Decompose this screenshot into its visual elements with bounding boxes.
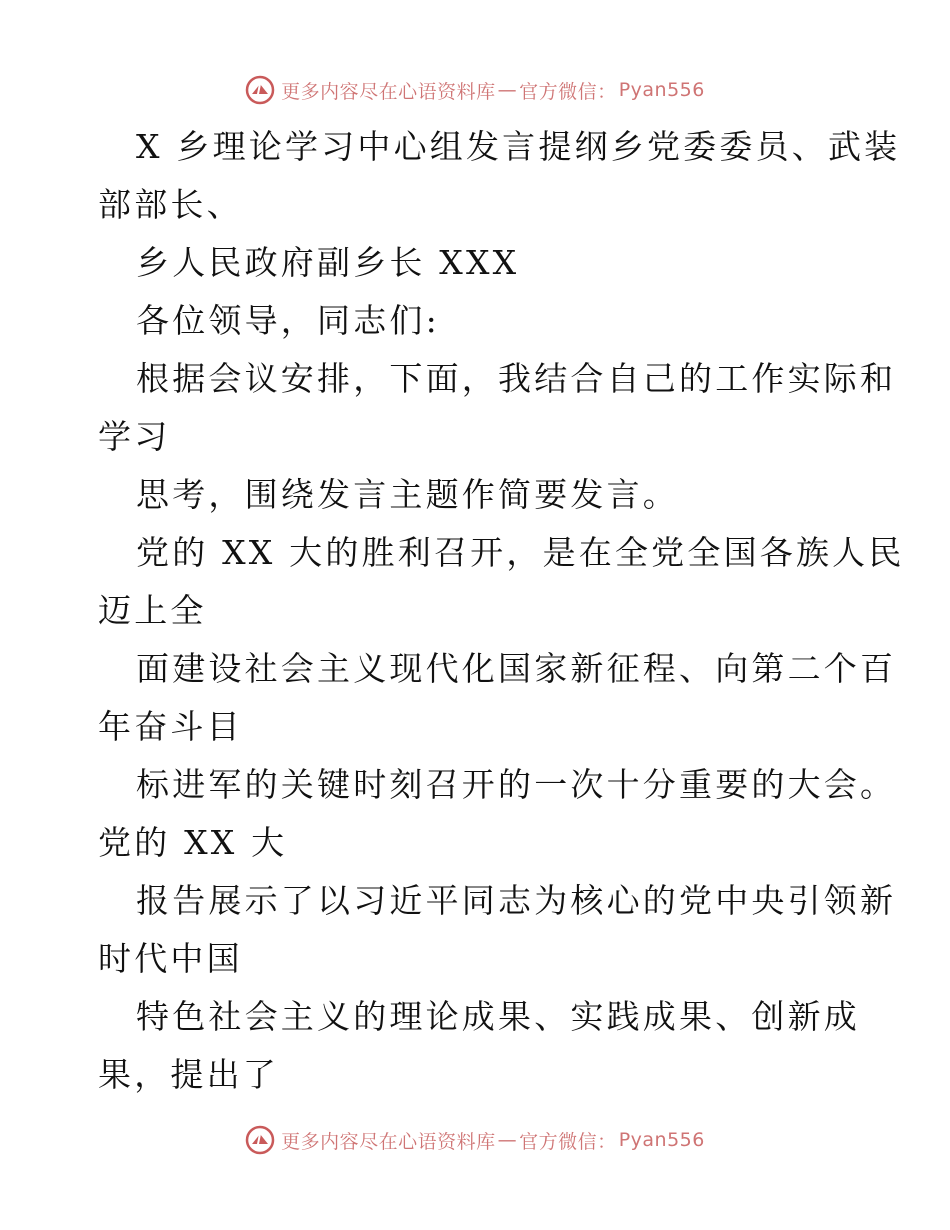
watermark-main-text: 更多内容尽在心语资料库: [281, 80, 496, 103]
watermark-dash: —: [497, 1129, 518, 1151]
text-line: 部部长、: [98, 185, 243, 224]
watermark-wechat-id: Pyan556: [618, 1129, 705, 1151]
text-line: 迈上全: [98, 591, 207, 630]
text-line: 特色社会主义的理论成果、实践成果、创新成: [136, 997, 860, 1036]
text-line: 果，提出了: [98, 1055, 279, 1094]
text-line: 思考，围绕发言主题作简要发言。: [136, 475, 679, 514]
footer-watermark: [0, 1120, 950, 1160]
text-line: 时代中国: [98, 939, 243, 978]
document-body: [98, 118, 905, 1104]
text-line: 党的 XX 大的胜利召开，是在全党全国各族人民: [136, 533, 905, 572]
watermark-wechat-id: Pyan556: [618, 79, 705, 101]
watermark-wechat-label: 官方微信：: [519, 1130, 617, 1153]
text-line: 党的 XX 大: [98, 823, 288, 862]
book-pen-logo-icon: [245, 75, 275, 105]
watermark-main-text: 更多内容尽在心语资料库: [281, 1130, 496, 1153]
watermark-wechat-label: 官方微信：: [519, 80, 617, 103]
text-line: 报告展示了以习近平同志为核心的党中央引领新: [136, 881, 897, 920]
text-line: 学习: [98, 417, 171, 456]
watermark-dash: —: [497, 79, 518, 101]
book-pen-logo-icon: [245, 1125, 275, 1155]
text-line: 标进军的关键时刻召开的一次十分重要的大会。: [136, 765, 897, 804]
text-line: 乡人民政府副乡长 XXX: [136, 243, 520, 282]
text-line: 各位领导，同志们:: [136, 301, 440, 340]
text-line: 根据会议安排，下面，我结合自己的工作实际和: [136, 359, 897, 398]
text-line: 面建设社会主义现代化国家新征程、向第二个百: [136, 649, 897, 688]
text-line: X 乡理论学习中心组发言提纲乡党委委员、武装: [136, 127, 901, 166]
text-line: 年奋斗目: [98, 707, 243, 746]
header-watermark: [0, 70, 950, 110]
